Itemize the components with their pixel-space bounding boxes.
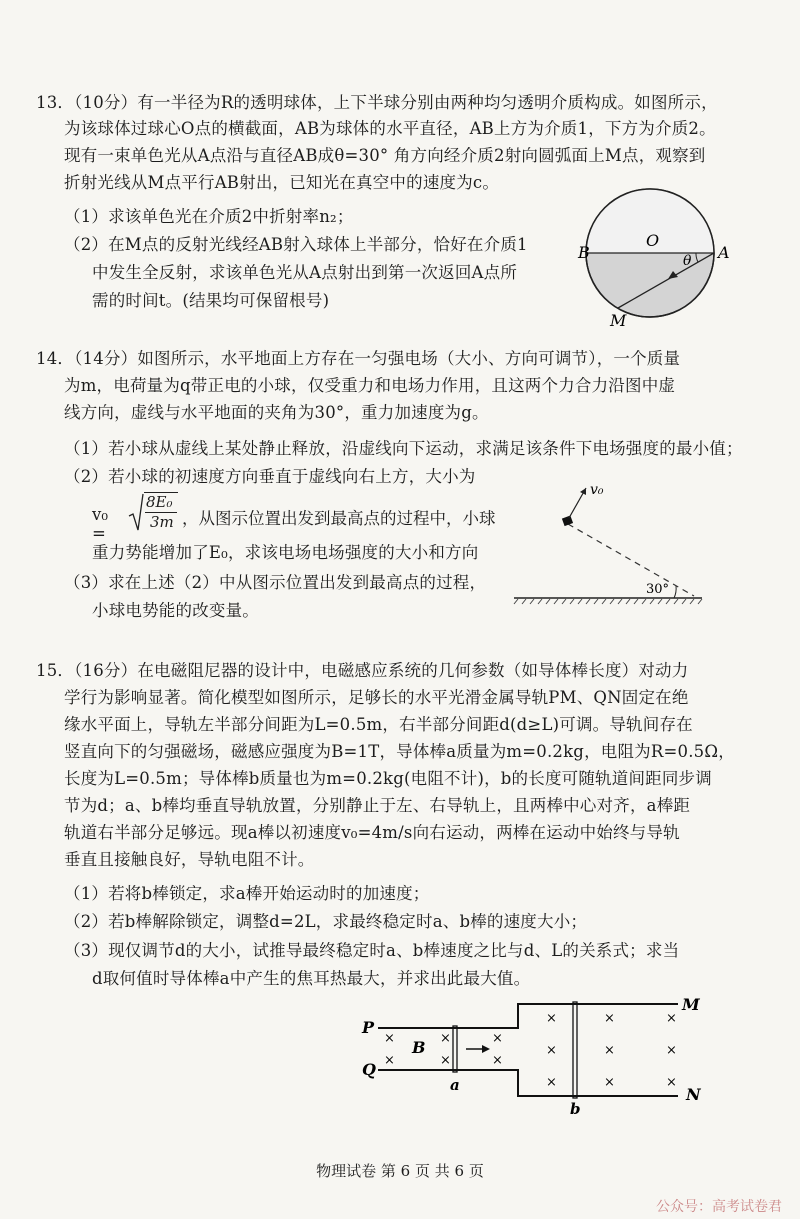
label-b: b [570, 1100, 581, 1118]
label-P: P [362, 1018, 375, 1037]
page-footer: 物理试卷 第 6 页 共 6 页 [316, 1162, 484, 1180]
q13-line-2: 为该球体过球心O点的横截面，AB为球体的水平直径，AB上方为介质1，下方为介质2。 [64, 119, 716, 138]
svg-text:×: × [604, 1043, 615, 1058]
svg-text:×: × [604, 1011, 615, 1026]
fraction-denominator: 3m [150, 513, 174, 531]
svg-text:×: × [546, 1043, 557, 1058]
q15-sub-3-line-2: d取何值时导体棒a中产生的焦耳热最大，并求出此最大值。 [92, 969, 531, 988]
q14-line-2: 为m，电荷量为q带正电的小球，仅受重力和电场力作用，且这两个力合力沿图中虚 [64, 376, 676, 395]
svg-text:×: × [546, 1075, 557, 1090]
label-N: N [686, 1085, 701, 1104]
q14-sub-2-line-1: （2）若小球的初速度方向垂直于虚线向右上方，大小为 [64, 467, 476, 486]
q14-sub-3-line-2: 小球电势能的改变量。 [92, 601, 259, 620]
q13-line-3: 现有一束单色光从A点沿与直径AB成θ=30° 角方向经介质2射向圆弧面上M点，观察到 [64, 146, 706, 165]
q14-sub-2-line-3: 重力势能增加了E₀，求该电场电场强度的大小和方向 [92, 543, 479, 562]
label-Q: Q [362, 1060, 376, 1079]
q15-line-3: 缘水平面上，导轨左半部分间距为L=0.5m，右半部分间距d(d≥L)可调。导轨间存在 [64, 715, 693, 734]
q15-line-8: 垂直且接触良好，导轨电阻不计。 [64, 850, 315, 869]
q14-field-figure [514, 480, 714, 605]
rail-QN [378, 1070, 678, 1096]
svg-text:×: × [666, 1075, 677, 1090]
svg-text:×: × [492, 1031, 503, 1046]
q14-sub-3-line-1: （3）求在上述（2）中从图示位置出发到最高点的过程， [64, 573, 487, 592]
label-B: B [578, 243, 590, 262]
q15-line-1: 15．（16分）在电磁阻尼器的设计中，电磁感应系统的几何参数（如导体棒长度）对动力 [36, 661, 689, 680]
q15-line-7: 轨道右半部分足够远。现a棒以初速度v₀=4m/s向右运动，两棒在运动中始终与导轨 [64, 823, 680, 842]
resultant-force-dashed-line [568, 524, 694, 596]
q13-line-4: 折射光线从M点平行AB射出，已知光在真空中的速度为c。 [64, 173, 500, 192]
label-a: a [450, 1076, 460, 1094]
q13-line-1: 13．（10分）有一半径为R的透明球体，上下半球分别由两种均匀透明介质构成。如图所示， [36, 93, 718, 112]
label-M: M [610, 311, 627, 330]
q15-line-5: 长度为L=0.5m；导体棒b质量也为m=0.2kg(电阻不计)，b的长度可随轨道间距同步调 [64, 769, 712, 788]
q15-sub-3-line-1: （3）现仅调节d的大小，试推导最终稳定时a、b棒速度之比与d、L的关系式；求当 [64, 941, 680, 960]
svg-text:×: × [666, 1011, 677, 1026]
sqrt-sign-icon [128, 492, 144, 534]
svg-text:×: × [384, 1053, 395, 1068]
q13-sub-1: （1）求该单色光在介质2中折射率n₂； [64, 207, 354, 226]
q14-line-1: 14．（14分）如图所示，水平地面上方存在一匀强电场（大小、方向可调节），一个质量 [36, 349, 681, 368]
q13-sphere-figure [570, 180, 750, 330]
svg-text:×: × [666, 1043, 677, 1058]
q13-sub-2-line-3: 需的时间t。(结果均可保留根号) [92, 291, 330, 310]
ground-hatching [514, 599, 702, 604]
label-M: M [682, 995, 700, 1014]
q15-line-4: 竖直向下的匀强磁场，磁感应强度为B=1T，导体棒a质量为m=0.2kg，电阻为R=0.5Ω， [64, 742, 735, 761]
fraction-numerator: 8E₀ [146, 493, 173, 511]
q13-sub-2-line-1: （2）在M点的反射光线经AB射入球体上半部分，恰好在介质1 [64, 235, 528, 254]
rail-PM [378, 1004, 678, 1028]
label-A: A [718, 243, 730, 262]
label-B-field: B [412, 1038, 426, 1057]
svg-text:×: × [492, 1053, 503, 1068]
q15-line-6: 节为d；a、b棒均垂直导轨放置，分别静止于左、右导轨上，且两棒中心对齐，a棒距 [64, 796, 691, 815]
label-30deg: 30° [646, 582, 670, 597]
charged-ball [562, 516, 573, 527]
q15-line-2: 学行为影响显著。简化模型如图所示，足够长的水平光滑金属导轨PM、QN固定在绝 [64, 688, 689, 707]
q15-sub-2: （2）若b棒解除锁定，调整d=2L，求最终稳定时a、b棒的速度大小； [64, 912, 588, 931]
q15-sub-1: （1）若将b棒锁定，求a棒开始运动时的加速度； [64, 884, 430, 903]
svg-text:×: × [384, 1031, 395, 1046]
watermark: 公众号：高考试卷君 [656, 1199, 782, 1215]
label-theta: θ [683, 253, 692, 269]
label-O: O [646, 231, 660, 250]
svg-text:×: × [440, 1053, 451, 1068]
magnetic-field-crosses [384, 1011, 677, 1090]
q14-sub-2-line-2: ，从图示位置出发到最高点的过程中，小球 [182, 509, 496, 528]
label-v0: v₀ [590, 482, 604, 498]
svg-text:×: × [440, 1031, 451, 1046]
q13-sub-2-line-2: 中发生全反射，求该单色光从A点射出到第一次返回A点所 [92, 263, 518, 282]
conductor-bar-a [453, 1026, 457, 1072]
svg-text:×: × [546, 1011, 557, 1026]
q14-sub-1: （1）若小球从虚线上某处静止释放，沿虚线向下运动，求满足该条件下电场强度的最小值； [64, 439, 743, 458]
velocity-arrowhead-icon [482, 1045, 490, 1053]
q14-line-3: 线方向，虚线与水平地面的夹角为30°，重力加速度为g。 [64, 403, 489, 422]
svg-text:×: × [604, 1075, 615, 1090]
q15-rail-figure [358, 995, 718, 1118]
conductor-bar-b [573, 1002, 577, 1098]
v0-equals: v₀ = [92, 505, 108, 543]
angle-arc [674, 586, 676, 598]
